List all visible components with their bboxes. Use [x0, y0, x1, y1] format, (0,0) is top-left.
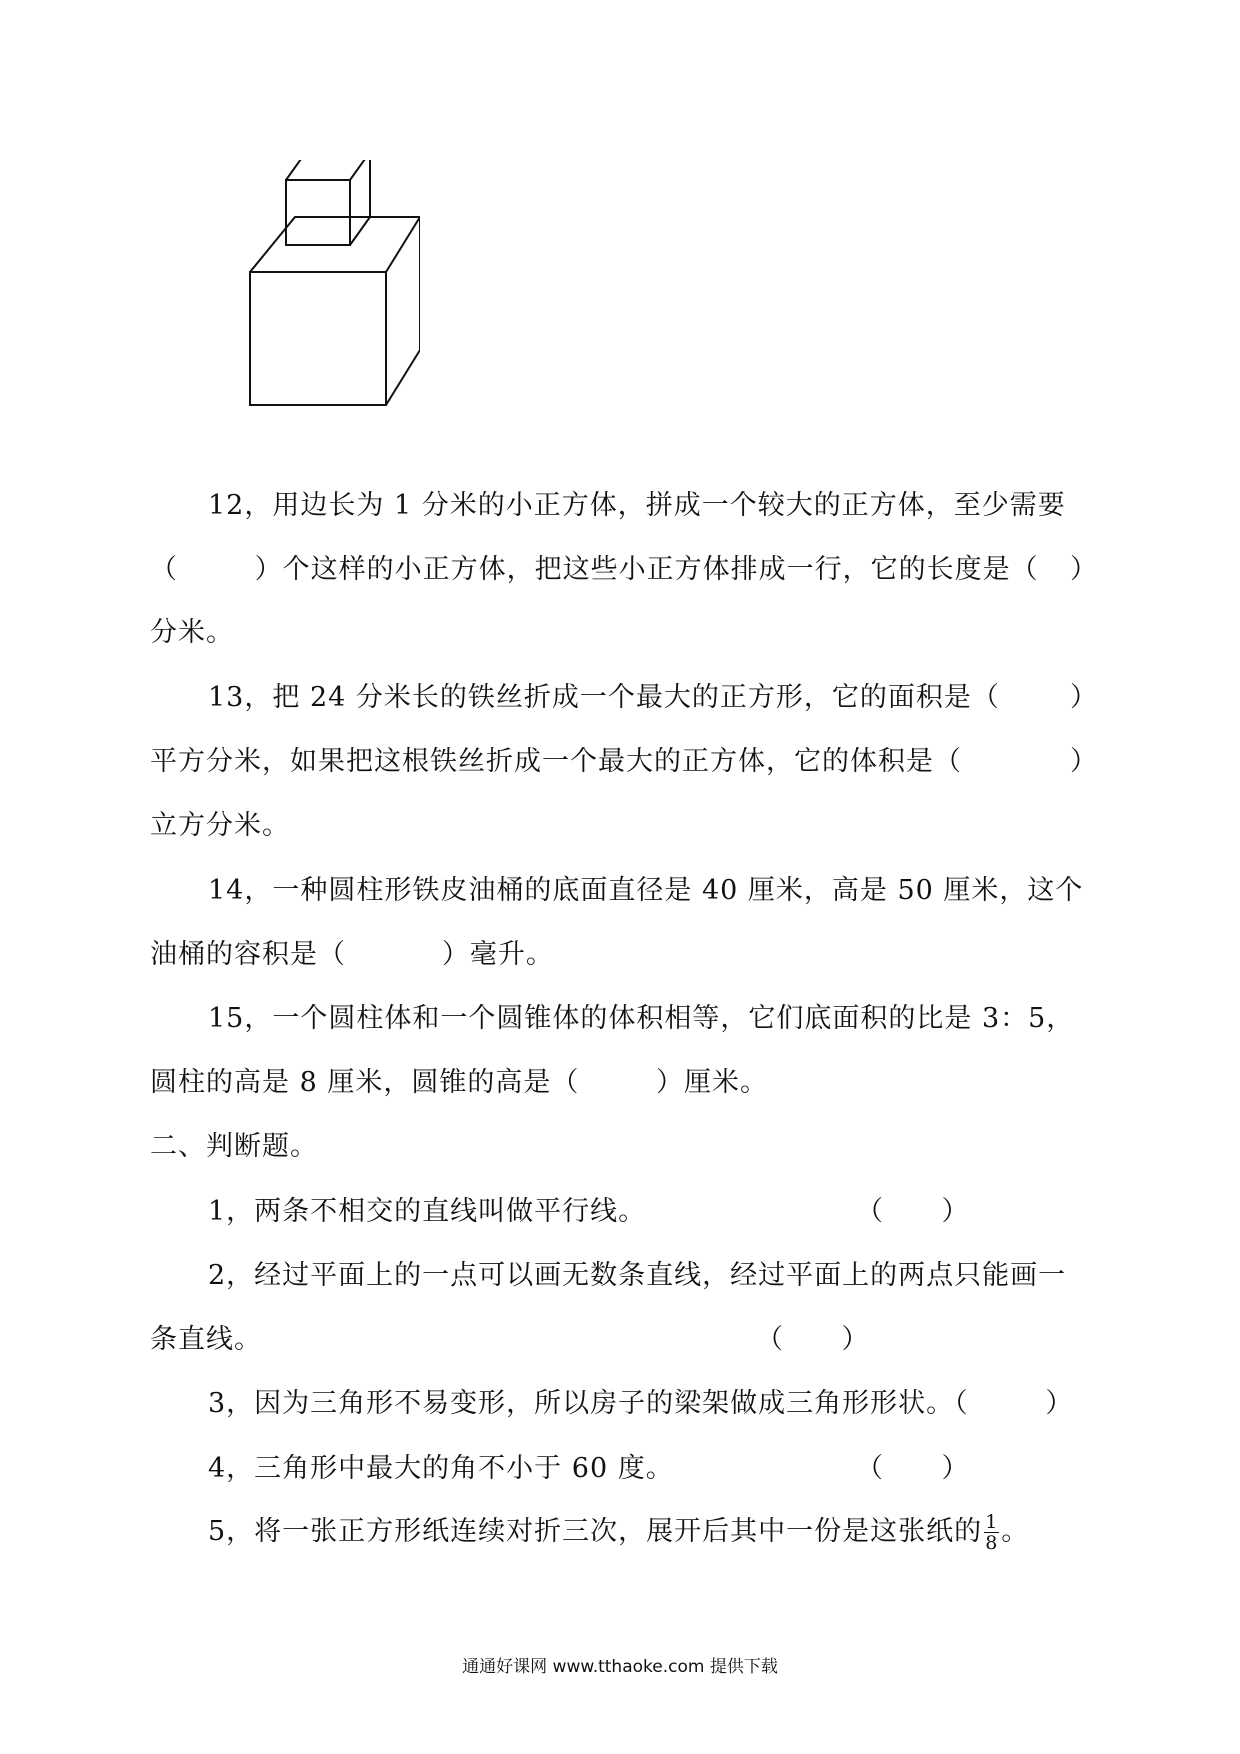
q14-line2: 油桶的容积是（ ）毫升。: [150, 939, 554, 970]
q13-line2: 平方分米，如果把这根铁丝折成一个最大的正方体，它的体积是（: [150, 746, 962, 777]
small-cube-front: [286, 180, 350, 245]
judge-5-text: [208, 1512, 1029, 1553]
judge-2-answer-paren: （ ）: [756, 1324, 870, 1355]
q13-line1: 13，把 24 分米长的铁丝折成一个最大的正方形，它的面积是（: [208, 682, 1000, 713]
judge-2-line1: 2，经过平面上的一点可以画无数条直线，经过平面上的两点只能画一: [208, 1260, 1067, 1291]
judge-3-text: 3，因为三角形不易变形，所以房子的梁架做成三角形形状。（ ）: [208, 1388, 1074, 1419]
q15-line2: 圆柱的高是 8 厘米，圆锥的高是（ ）厘米。: [150, 1067, 769, 1098]
q12-line2-right-paren: ）: [1070, 554, 1097, 585]
q13-line3: 立方分米。: [150, 810, 290, 841]
footer-source: 通通好课网 www.tthaoke.com 提供下载: [462, 1657, 778, 1677]
stacked-cubes-figure: [240, 160, 420, 420]
judge-1-answer-paren: （ ）: [856, 1196, 970, 1227]
judge-2-line2: 条直线。: [150, 1324, 262, 1355]
fraction-denominator: 8: [985, 1532, 999, 1554]
fraction-one-eighth: [984, 1512, 999, 1553]
q12-line2: （ ）个这样的小正方体，把这些小正方体排成一行，它的长度是（: [150, 554, 1039, 585]
q12-line3: 分米。: [150, 617, 234, 648]
judge-1-text: 1，两条不相交的直线叫做平行线。: [208, 1196, 647, 1227]
section2-heading: 二、判断题。: [150, 1131, 318, 1162]
judge-4-answer-paren: （ ）: [856, 1453, 970, 1484]
judge-5-statement: 5，将一张正方形纸连续对折三次，展开后其中一份是这张纸的: [208, 1516, 983, 1547]
q13-line1-right-paren: ）: [1070, 682, 1097, 713]
q14-line1: 14，一种圆柱形铁皮油桶的底面直径是 40 厘米，高是 50 厘米，这个: [208, 875, 1084, 906]
q15-line1: 15，一个圆柱体和一个圆锥体的体积相等，它们底面积的比是 3：5，: [208, 1003, 1075, 1034]
q13-line2-right-paren: ）: [1070, 746, 1097, 777]
q12-line1: 12，用边长为 1 分米的小正方体，拼成一个较大的正方体，至少需要: [208, 490, 1066, 521]
large-cube-front: [250, 272, 386, 405]
fraction-numerator: 1: [985, 1511, 999, 1533]
judge-4-text: 4，三角形中最大的角不小于 60 度。: [208, 1453, 674, 1484]
judge-5-end-punct: 。: [1001, 1516, 1030, 1547]
